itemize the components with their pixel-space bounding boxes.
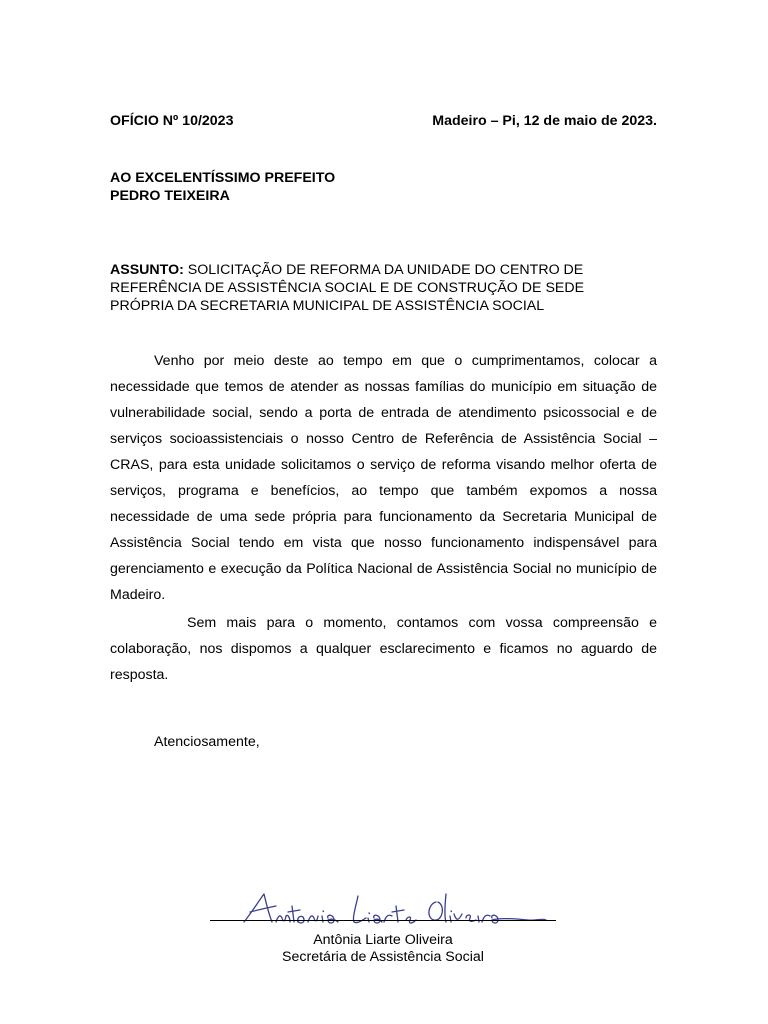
signer-name: Antônia Liarte Oliveira: [313, 932, 453, 948]
oficio-number: OFÍCIO Nº 10/2023: [110, 113, 234, 129]
subject-block: [110, 261, 640, 315]
document-header: [110, 113, 657, 131]
signature-line: [210, 920, 556, 921]
signer-role: Secretária de Assistência Social: [282, 949, 484, 965]
closing-salutation: Atenciosamente,: [154, 734, 260, 750]
addressee-title: AO EXCELENTÍSSIMO PREFEITO: [110, 170, 336, 186]
place-date: Madeiro – Pi, 12 de maio de 2023.: [432, 113, 657, 129]
body-paragraph-1: Venho por meio deste ao tempo em que o cumprimentamos, colocar a necessidade que temos de atender as nossas famílias do município em situação de vulnerabilidade social, sendo a porta de entrada de atendimento psicossocial e de serviços socioassistenciais o nosso Centro de Referência de Assistência Social – CRAS, para esta unidade solicitamos o serviço de reforma visando melhor oferta de serviços, programa e benefícios, ao tempo que também expomos a nossa necessidade de uma sede própria para funcionamento da Secretaria Municipal de Assistência Social tendo em vista que nosso funcionamento indispensável para gerenciamento e execução da Política Nacional de Assistência Social no município de Madeiro.: [110, 353, 657, 603]
addressee-name: PEDRO TEIXEIRA: [110, 188, 230, 204]
body-paragraph-2: Sem mais para o momento, contamos com vossa compreensão e colaboração, nos dispomos a qualquer esclarecimento e ficamos no aguardo de resposta.: [110, 615, 657, 683]
subject-text: SOLICITAÇÃO DE REFORMA DA UNIDADE DO CENTRO DE REFERÊNCIA DE ASSISTÊNCIA SOCIAL E DE CONSTRUÇÃO DE SEDE PRÓPRIA DA SECRETARIA MUNICIPAL DE ASSISTÊNCIA SOCIAL: [110, 262, 585, 314]
handwritten-signature: [240, 888, 550, 928]
addressee-block: [110, 169, 335, 205]
subject-label: ASSUNTO:: [110, 262, 184, 278]
signature-block: [210, 888, 556, 978]
